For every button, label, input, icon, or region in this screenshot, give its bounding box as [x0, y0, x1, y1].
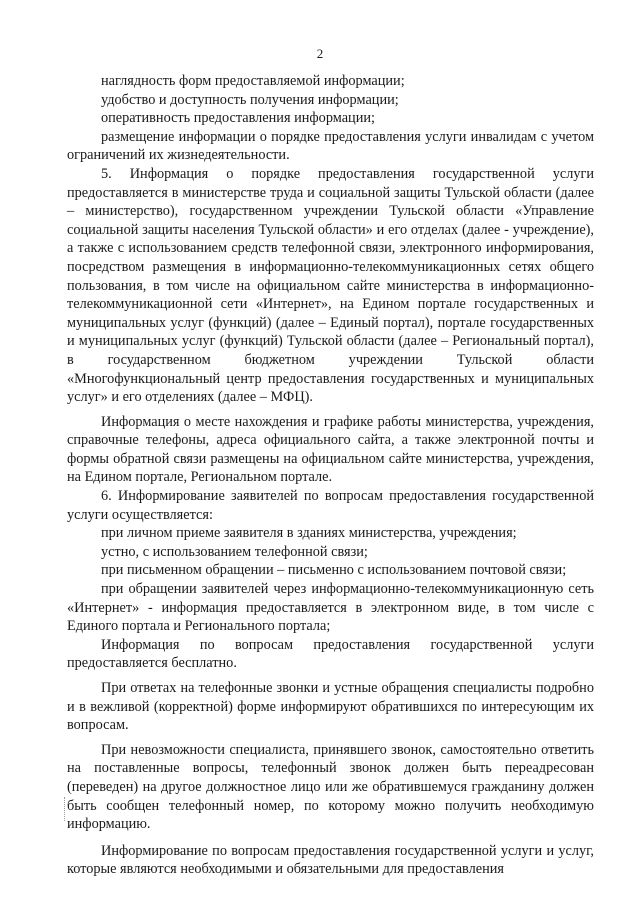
paragraph: 5. Информация о порядке предоставления государственной услуги предоставляется в министерстве труда и социальной защиты Тульской области (далее – министерство), государственном учреждении Тульской области «Управление социальной защиты населения Тульской области» и его отделах (далее - учреждение), а также с использованием средств телефонной связи, электронного информирования, посредством размещения в информационно-телекоммуникационных сетях общего пользования, в том числе на официальном сайте министерства в информационно-телекоммуникационной сети «Интернет», на Едином портале государственных и муниципальных услуг (функций) (далее – Единый портал), портале государственных и муниципальных услуг (функций) Тульской области (далее – Региональный портал), в государственном бюджетном учреждении Тульской области «Многофункциональный центр предоставления государственных и муниципальных услуг» и его отделениях (далее – МФЦ). — [67, 165, 594, 406]
paragraph: Информация по вопросам предоставления государственной услуги предоставляется бесплатно. — [67, 636, 594, 672]
paragraph: При ответах на телефонные звонки и устные обращения специалисты подробно и в вежливой (корректной) форме информируют обратившихся по интересующим их вопросам. — [67, 680, 594, 734]
paragraph: 6. Информирование заявителей по вопросам предоставления государственной услуги осуществляется: — [67, 488, 594, 523]
paragraph: удобство и доступность получения информации; — [101, 91, 399, 108]
paragraph: наглядность форм предоставляемой информации; — [101, 73, 405, 89]
paragraph: при письменном обращении – письменно с использованием почтовой связи; — [101, 562, 567, 579]
margin-mark — [64, 797, 65, 821]
document-body — [67, 72, 594, 879]
page-number: 2 — [316, 46, 324, 61]
paragraph: Информирование по вопросам предоставления государственной услуги и услуг, которые являются необходимыми и обязательными для предоставления — [67, 842, 594, 878]
paragraph: Информация о месте нахождения и графике работы министерства, учреждения, справочные телефоны, адреса официального сайта, а также электронной почты и формы обратной связи размещены на официальном сайте министерства, учреждения, на Едином портале, Региональном портале. — [67, 413, 594, 486]
paragraph: При невозможности специалиста, принявшего звонок, самостоятельно ответить на поставленные вопросы, телефонный звонок должен быть переадресован (переведен) на другое должностное лицо или же обратившемуся гражданину должен быть сообщен телефонный номер, по которому можно получить необходимую информацию. — [67, 741, 594, 833]
paragraph: оперативность предоставления информации; — [101, 110, 375, 127]
paragraph: размещение информации о порядке предоставления услуги инвалидам с учетом ограничений их жизнедеятельности. — [67, 128, 594, 164]
paragraph: при обращении заявителей через информационно-телекоммуникационную сеть «Интернет» - информация предоставляется в электронном виде, в том числе с Единого портала и Регионального портала; — [67, 581, 594, 635]
paragraph: при личном приеме заявителя в зданиях министерства, учреждения; — [101, 525, 517, 542]
paragraph: устно, с использованием телефонной связи; — [101, 543, 368, 560]
